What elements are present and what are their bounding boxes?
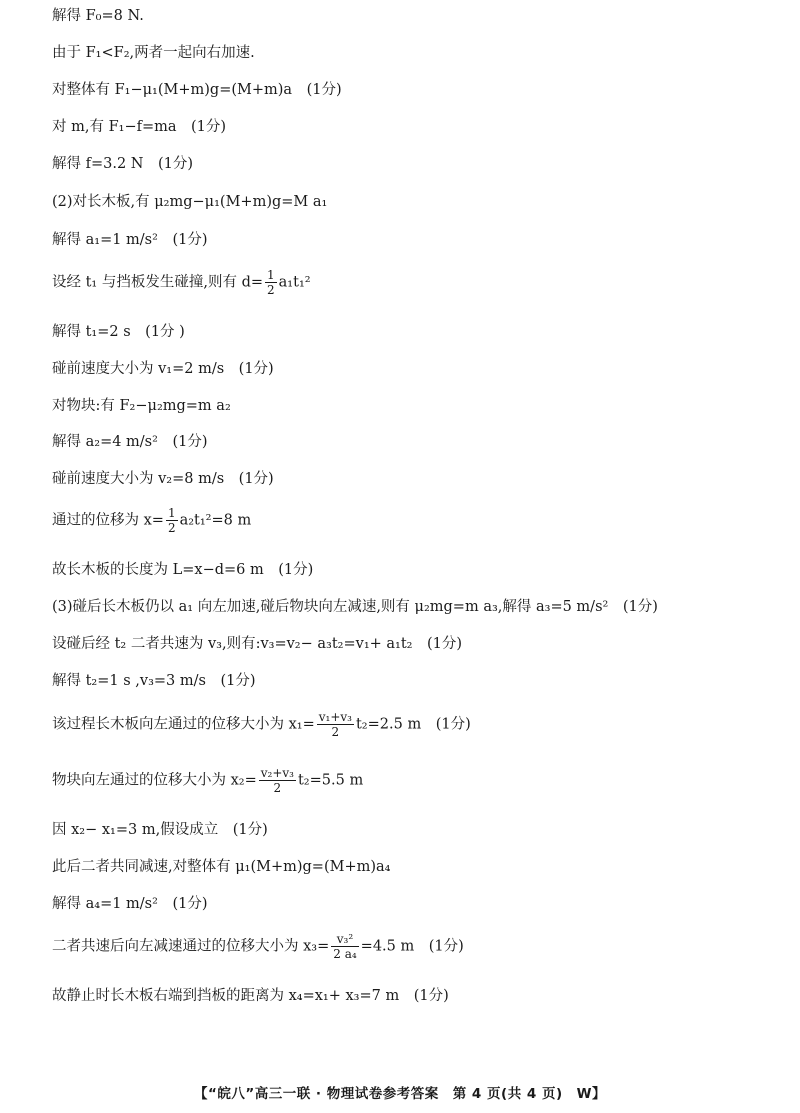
fraction xyxy=(331,932,358,961)
frac-line-suffix: t₂=2.5 m (1分) xyxy=(355,716,471,733)
line-common-speed: 设碰后经 t₂ 二者共速为 v₃,则有:v₃=v₂− a₃t₂=v₁+ a₁t₂ (1分) xyxy=(52,636,463,652)
frac-line-prefix: 通过的位移为 x= xyxy=(52,512,164,529)
line-solve-a2: 解得 a₂=4 m/s² (1分) xyxy=(52,434,208,450)
line-solve-f0: 解得 F₀=8 N. xyxy=(52,8,144,24)
line-solve-t1: 解得 t₁=2 s (1分 ) xyxy=(52,324,185,340)
line-displacement-x xyxy=(52,506,251,535)
line-solve-t2-v3: 解得 t₂=1 s ,v₃=3 m/s (1分) xyxy=(52,673,256,689)
fraction-denominator: 2 xyxy=(167,521,176,535)
line-compare-forces: 由于 F₁<F₂,两者一起向右加速. xyxy=(52,45,255,61)
line-board-length: 故长木板的长度为 L=x−d=6 m (1分) xyxy=(52,562,314,578)
line-common-deceleration: 此后二者共同减速,对整体有 μ₁(M+m)g=(M+m)a₄ xyxy=(52,859,391,875)
fraction-numerator: v₁+v₃ xyxy=(318,710,352,724)
fraction-numerator: 1 xyxy=(267,268,275,282)
line-speed-v2: 碰前速度大小为 v₂=8 m/s (1分) xyxy=(52,471,274,487)
line-block-force: 对物块:有 F₂−μ₂mg=m a₂ xyxy=(52,398,231,414)
line-solve-a1: 解得 a₁=1 m/s² (1分) xyxy=(52,232,208,248)
frac-line-prefix: 二者共速后向左减速通过的位移大小为 x₃= xyxy=(52,938,330,955)
fraction-denominator: 2 xyxy=(331,725,340,739)
line-speed-v1: 碰前速度大小为 v₁=2 m/s (1分) xyxy=(52,361,274,377)
line-part2-board: (2)对长木板,有 μ₂mg−μ₁(M+m)g=M a₁ xyxy=(52,194,328,210)
line-block-displacement-x2 xyxy=(52,766,363,795)
fraction-numerator: v₂+v₃ xyxy=(260,766,294,780)
line-solve-f: 解得 f=3.2 N (1分) xyxy=(52,156,194,172)
fraction-numerator: 1 xyxy=(167,506,176,520)
page-footer: 【“皖八”高三一联 · 物理试卷参考答案 第 4 页(共 4 页) W】 xyxy=(193,1086,607,1102)
line-whole-system: 对整体有 F₁−μ₁(M+m)g=(M+m)a (1分) xyxy=(52,82,342,98)
fraction xyxy=(265,268,277,297)
fraction xyxy=(166,506,178,535)
line-assumption-holds: 因 x₂− x₁=3 m,假设成立 (1分) xyxy=(52,822,268,838)
line-solve-a4: 解得 a₄=1 m/s² (1分) xyxy=(52,896,208,912)
fraction-denominator: 2 xyxy=(273,781,282,795)
fraction-numerator: v₃² xyxy=(331,932,358,947)
line-part3-after-collision: (3)碰后长木板仍以 a₁ 向左加速,碰后物块向左减速,则有 μ₂mg=m a₃,解得 a₃=5 m/s² (1分) xyxy=(52,599,658,615)
frac-line-prefix: 物块向左通过的位移大小为 x₂= xyxy=(52,772,257,789)
frac-line-suffix: =4.5 m (1分) xyxy=(360,938,464,955)
frac-line-suffix: a₁t₁² xyxy=(278,274,311,291)
frac-line-suffix: a₂t₁²=8 m xyxy=(179,512,252,529)
fraction xyxy=(259,766,296,795)
fraction-denominator: 2 a₄ xyxy=(333,947,357,961)
line-board-displacement-x1 xyxy=(52,710,471,739)
fraction-denominator: 2 xyxy=(267,283,275,297)
fraction xyxy=(317,710,354,739)
line-displacement-x3 xyxy=(52,932,464,961)
frac-line-suffix: t₂=5.5 m xyxy=(297,772,364,789)
line-for-m: 对 m,有 F₁−f=ma (1分) xyxy=(52,119,227,135)
line-final-distance: 故静止时长木板右端到挡板的距离为 x₄=x₁+ x₃=7 m (1分) xyxy=(52,988,449,1004)
line-collision-time xyxy=(52,268,311,297)
frac-line-prefix: 该过程长木板向左通过的位移大小为 x₁= xyxy=(52,716,315,733)
frac-line-prefix: 设经 t₁ 与挡板发生碰撞,则有 d= xyxy=(52,274,264,291)
